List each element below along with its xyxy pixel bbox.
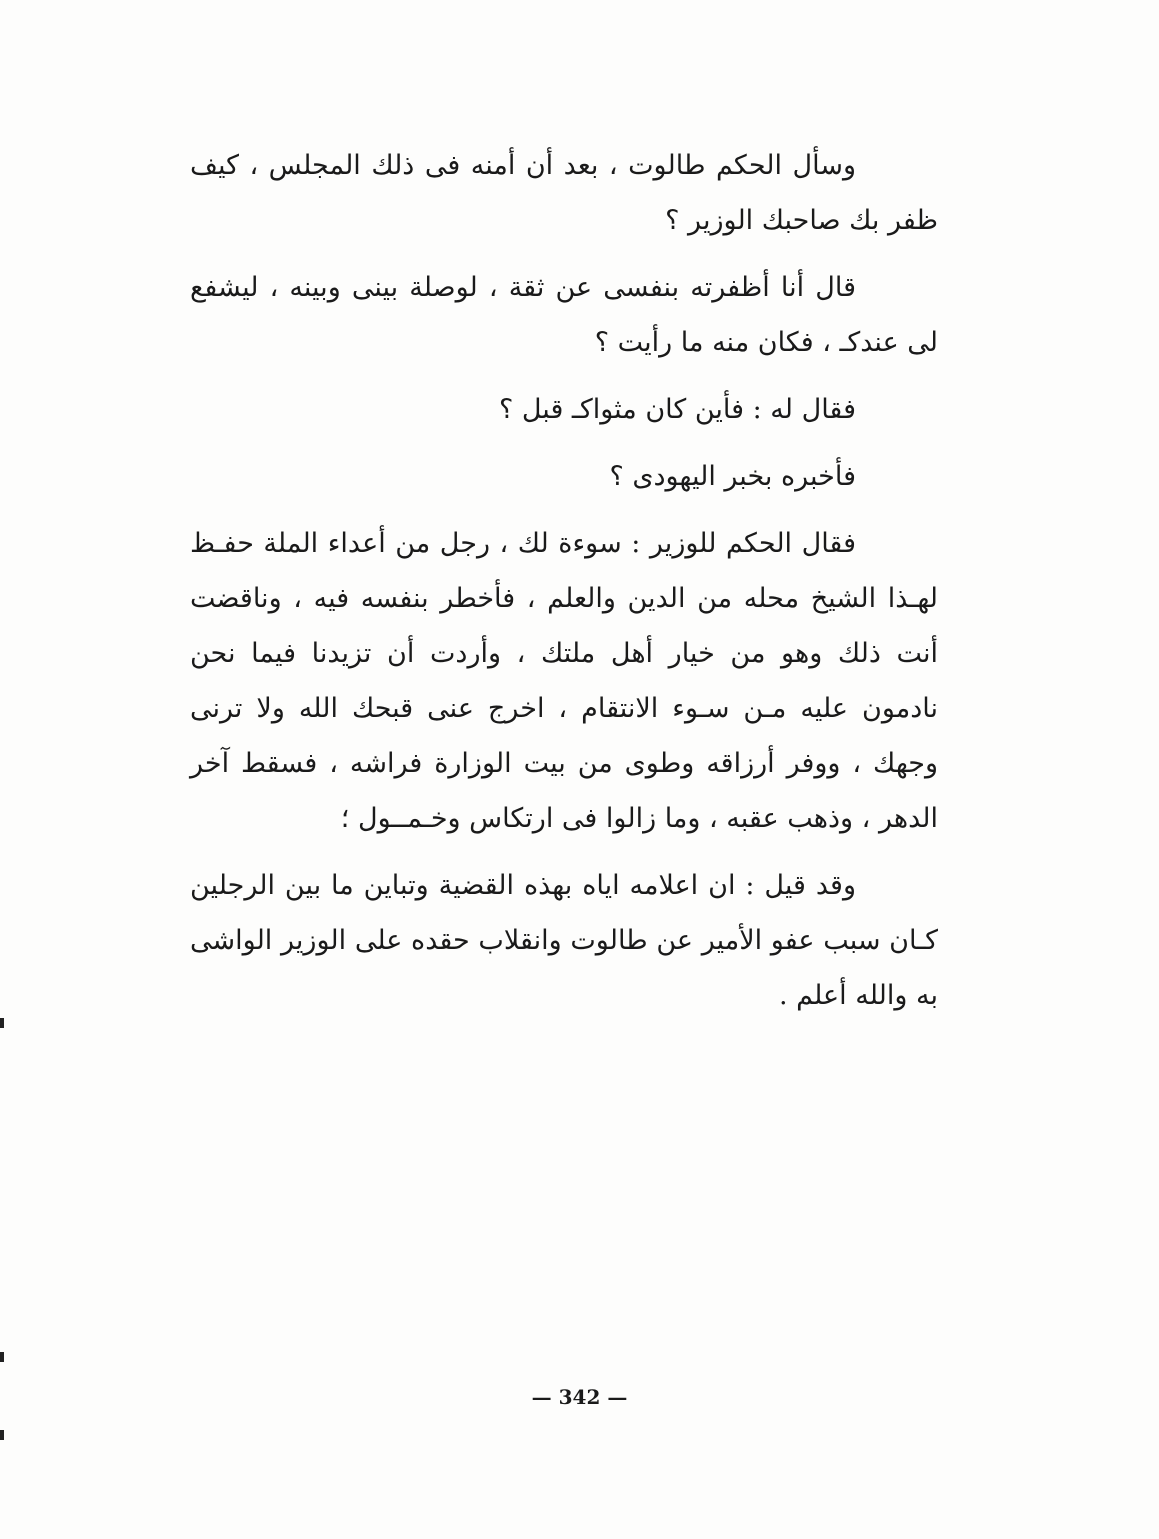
paragraph-5: فقال الحكم للوزير : سوءة لك ، رجل من أعداء الملة حفـظ لهـذا الشيخ محله من الدين والعلم ، فأخطر بنفسه فيه ، وناقضت أنت ذلك وهو من خيار أهل ملتك ، وأردت أن تزيدنا فيما نحن نادمون عليه مـن سـوء الانتقام ، اخرج عنى قبحك الله ولا ترنى وجهك ، ووفر أرزاقه وطوى من بيت الوزارة فراشه ، فسقط آخر الدهر ، وذهب عقبه ، وما زالوا فى ارتكاس وخـمــول ؛ — [190, 528, 938, 834]
scan-edge-mark — [0, 1352, 4, 1362]
paragraph-6: وقد قيل : ان اعلامه اياه بهذه القضية وتباين ما بين الرجلين كـان سبب عفو الأمير عن طالوت وانقلاب حقده على الوزير الواشى به والله أعلم . — [190, 870, 938, 1011]
paragraph-2: قال أنا أظفرته بنفسى عن ثقة ، لوصلة بينى وبينه ، ليشفع لى عندكـ ، فكان منه ما رأيت ؟ — [190, 272, 938, 358]
scan-edge-mark — [0, 1018, 4, 1028]
paragraph-1: وسأل الحكم طالوت ، بعد أن أمنه فى ذلك المجلس ، كيف ظفر بك صاحبك الوزير ؟ — [190, 150, 938, 236]
body-text — [190, 138, 938, 1035]
page-number: — 342 — — [531, 1385, 628, 1409]
scan-edge-mark — [0, 1430, 4, 1440]
paragraph-3: فقال له : فأين كان مثواكـ قبل ؟ — [498, 394, 856, 425]
paragraph-4: فأخبره بخبر اليهودى ؟ — [609, 461, 856, 492]
